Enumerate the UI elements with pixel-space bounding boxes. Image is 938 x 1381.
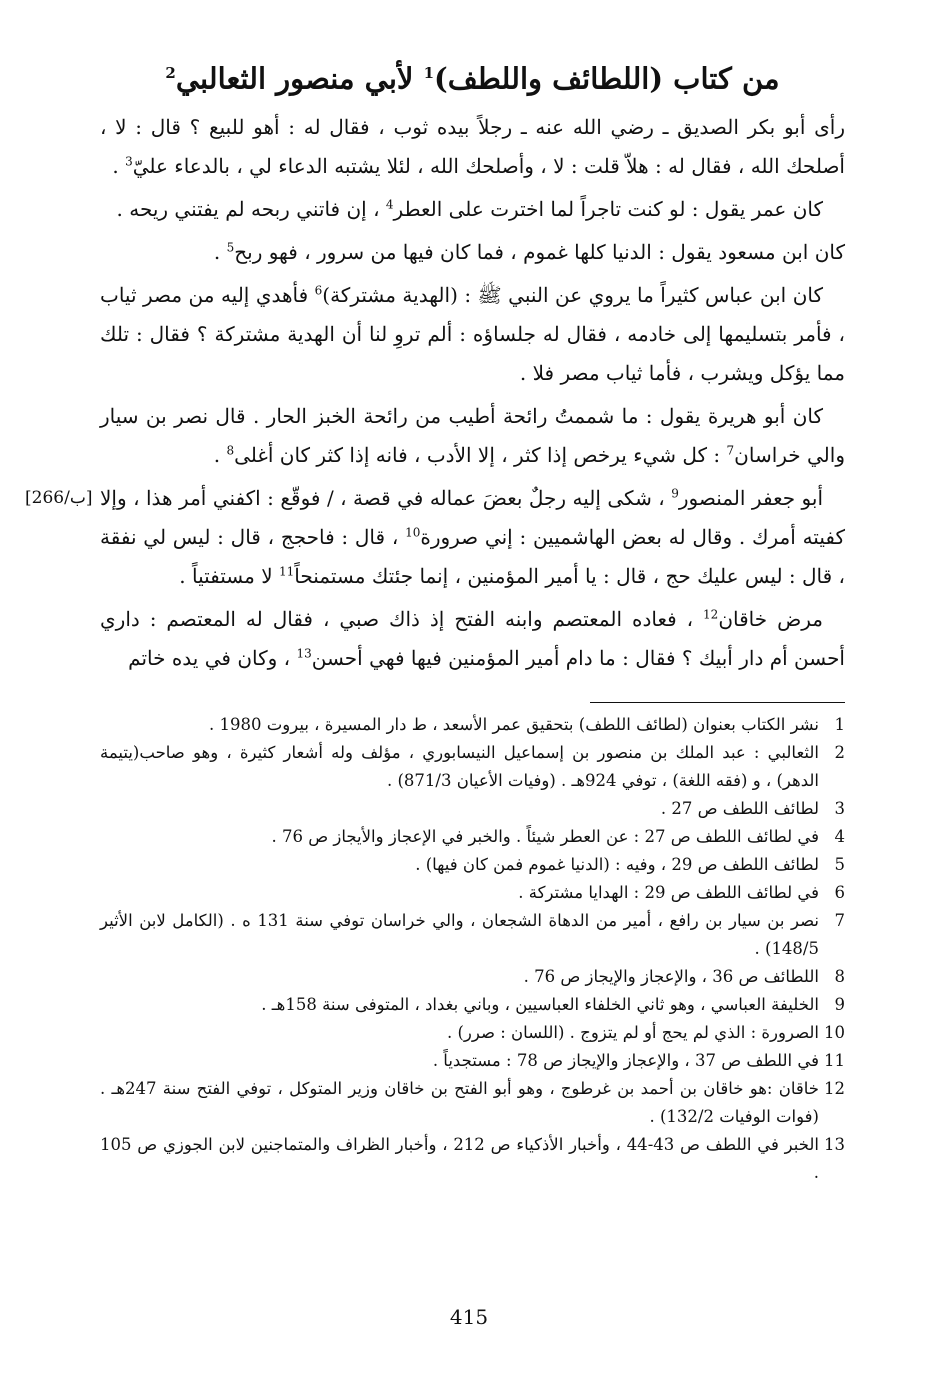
footnote-ref: 12 bbox=[703, 607, 719, 621]
document-page bbox=[25, 50, 846, 1187]
footnote-ref: 8 bbox=[226, 443, 235, 457]
paragraph-text: ، وكان في يده خاتم bbox=[128, 645, 297, 670]
paragraph-text: . bbox=[213, 442, 227, 467]
footnote-text: الخليفة العباسي ، وهو ثاني الخلفاء العباسيين ، وباني بغداد ، المتوفى سنة 158هـ . bbox=[261, 994, 819, 1014]
footnote-number: 10 bbox=[824, 1022, 845, 1042]
paragraph-text: رأى أبو بكر الصديق ـ رضي الله عنه ـ رجلاً بيده ثوب ، فقال له : أهو للبيع ؟ قال : لا ، أصلحك الله ، فقال له : هلاّ قلت : لا ، وأصلحك الله ، لئلا يشتبه الدعاء لي ، بالدعاء عليّ bbox=[100, 114, 845, 178]
paragraph-1 bbox=[100, 108, 845, 186]
footnote-text: الخبر في اللطف ص 43-44 ، وأخبار الأذكياء ص 212 ، وأخبار الظراف والمتماجنين لابن الجوزي ص 105 . bbox=[100, 1134, 820, 1182]
footnote-number: 5 bbox=[834, 854, 845, 874]
footnote-ref: 7 bbox=[726, 443, 735, 457]
footnote-ref: 9 bbox=[671, 486, 679, 500]
paragraph-3 bbox=[100, 233, 845, 272]
footnote-separator bbox=[590, 702, 845, 703]
footnote-ref: 11 bbox=[278, 564, 295, 578]
paragraph-text: كان عمر يقول : لو كنت تاجراً لما اخترت على العطر bbox=[393, 196, 823, 221]
footnote bbox=[100, 1075, 845, 1131]
paragraph-4 bbox=[100, 276, 845, 393]
footnote bbox=[100, 879, 845, 907]
footnote-number: 8 bbox=[834, 966, 845, 986]
title-footnote-ref-1: 1 bbox=[423, 64, 435, 82]
footnote bbox=[100, 1131, 845, 1187]
paragraph-text: ، شكى إليه رجلٌ بعضَ عماله في قصة ، / فوقّع : اكفني أمر هذا ، وإلا كفيته أمرك . وقال له بعض الهاشميين : إني صرورة bbox=[100, 485, 846, 549]
paragraph-7 bbox=[100, 600, 845, 678]
footnote-text: اللطائف ص 36 ، والإعجاز والإيجاز ص 76 . bbox=[523, 966, 819, 986]
footnote-text: لطائف اللطف ص 29 ، وفيه : (الدنيا غموم فمن كان فيها) . bbox=[415, 854, 819, 874]
paragraph-text: ، فعاده المعتصم وابنه الفتح إذ ذاك صبي ، فقال له المعتصم : داري أحسن أم دار أبيك ؟ فقال : ما دام أمير المؤمنين فيها فهي أحسن bbox=[100, 606, 845, 670]
footnote bbox=[100, 907, 845, 963]
footnote-text: في اللطف ص 37 ، والإعجاز والإيجاز ص 78 : مستجدياً . bbox=[432, 1050, 819, 1070]
paragraph-text: أبو جعفر المنصور bbox=[678, 485, 823, 510]
paragraph-2 bbox=[100, 190, 845, 229]
footnote-ref: 5 bbox=[226, 240, 235, 254]
footnote-number: 13 bbox=[824, 1134, 845, 1154]
footnote-text: خاقان :هو خاقان بن أحمد بن غرطوج ، وهو أبو الفتح بن خاقان وزير المتوكل ، توفي الفتح سنة 247هـ . (فوات الوفيات 132/2) . bbox=[100, 1078, 819, 1126]
footnote bbox=[100, 739, 845, 795]
page-number: 415 bbox=[449, 1305, 489, 1329]
paragraph-text: كان ابن عباس كثيراً ما يروي عن النبي ﷺ : (الهدية مشتركة) bbox=[322, 282, 823, 307]
footnote-number: 11 bbox=[824, 1050, 845, 1070]
footnote-text: في لطائف اللطف ص 29 : الهدايا مشتركة . bbox=[518, 882, 819, 902]
paragraph-text: . bbox=[213, 239, 227, 264]
title-text-rest: لأبي منصور الثعالبي bbox=[175, 61, 414, 96]
footnote-text: نشر الكتاب بعنوان (لطائف اللطف) بتحقيق عمر الأسعد ، ط دار المسيرة ، بيروت 1980 . bbox=[208, 714, 819, 734]
title-footnote-ref-2: 2 bbox=[165, 64, 176, 82]
footnote bbox=[100, 851, 845, 879]
paragraph-text: فأهدي إليه من مصر ثياب ، فأمر بتسليمها إلى خادمه ، فقال له جلساؤه : ألم تروِ لنا أن الهدية مشتركة ؟ فقال : تلك مما يؤكل ويشرب ، فأما ثياب مصر فلا . bbox=[100, 282, 845, 385]
paragraph-6 bbox=[25, 479, 846, 596]
footnote bbox=[100, 1019, 845, 1047]
footnote bbox=[100, 795, 845, 823]
marginal-folio-note: [266/ب] bbox=[25, 487, 93, 508]
paragraph-text: : كل شيء يرخص إذا كثر ، إلا الأدب ، فانه إذا كثر كان أغلى bbox=[234, 442, 727, 467]
footnote bbox=[100, 711, 845, 739]
main-text bbox=[25, 108, 846, 678]
footnote-text: في لطائف اللطف ص 27 : عن العطر شيئاً . والخبر في الإعجاز والأيجاز ص 76 . bbox=[271, 826, 819, 846]
paragraph-5 bbox=[100, 397, 845, 475]
footnote-number: 4 bbox=[834, 826, 845, 846]
paragraph-text: كان ابن مسعود يقول : الدنيا كلها غموم ، فما كان فيها من سرور ، فهو ربح bbox=[234, 239, 845, 264]
footnote bbox=[100, 963, 845, 991]
footnote-text: لطائف اللطف ص 27 . bbox=[660, 798, 819, 818]
page-title bbox=[100, 50, 845, 102]
paragraph-text: . bbox=[112, 153, 126, 178]
footnote-number: 1 bbox=[834, 714, 845, 734]
paragraph-text: كان أبو هريرة يقول : ما شممتُ رائحة أطيب من رائحة الخبز الحار . قال نصر بن سيار والي خراسان bbox=[100, 403, 845, 467]
footnote-number: 6 bbox=[834, 882, 845, 902]
footnote-ref: 6 bbox=[314, 283, 323, 297]
footnote-ref: 10 bbox=[405, 525, 421, 539]
footnote-number: 9 bbox=[834, 994, 845, 1014]
footnote bbox=[100, 823, 845, 851]
footnote-ref: 4 bbox=[385, 197, 394, 211]
paragraph-text: ، إن فاتني ربحه لم يفتني ريحه . bbox=[116, 196, 386, 221]
footnote bbox=[100, 1047, 845, 1075]
footnote-text: الثعالبي : عبد الملك بن منصور بن إسماعيل النيسابوري ، مؤلف وله أشعار كثيرة ، وهو صاحب(يتيمة الدهر) ، و (فقه اللغة) ، توفي 924هـ . (وفيات الأعيان 871/3) . bbox=[100, 742, 819, 790]
footnote-text: نصر بن سيار بن رافع ، أمير من الدهاة الشجعان ، والي خراسان توفي سنة 131 ه . (الكامل لابن الأثير 148/5) . bbox=[100, 910, 820, 958]
footnotes bbox=[100, 711, 845, 1187]
footnote-ref: 13 bbox=[296, 646, 312, 660]
paragraph-text: مرض خاقان bbox=[718, 606, 823, 631]
title-text: من كتاب (اللطائف واللطف) bbox=[434, 61, 780, 96]
footnote-number: 12 bbox=[824, 1078, 845, 1098]
footnote-number: 2 bbox=[834, 742, 845, 762]
footnote-ref: 3 bbox=[125, 154, 133, 168]
paragraph-text: ، قال : فاحجج ، قال : ليس لي نفقة ، قال : ليس عليك حج ، قال : يا أمير المؤمنين ، إنما جئتك مستمنحاً bbox=[100, 524, 845, 588]
footnote-text: الصرورة : الذي لم يحج أو لم يتزوج . (اللسان : صرر) . bbox=[447, 1022, 819, 1042]
footnote bbox=[100, 991, 845, 1019]
footnote-number: 7 bbox=[834, 910, 845, 930]
paragraph-text: لا مستفتياً . bbox=[179, 563, 279, 588]
footnote-number: 3 bbox=[834, 798, 845, 818]
